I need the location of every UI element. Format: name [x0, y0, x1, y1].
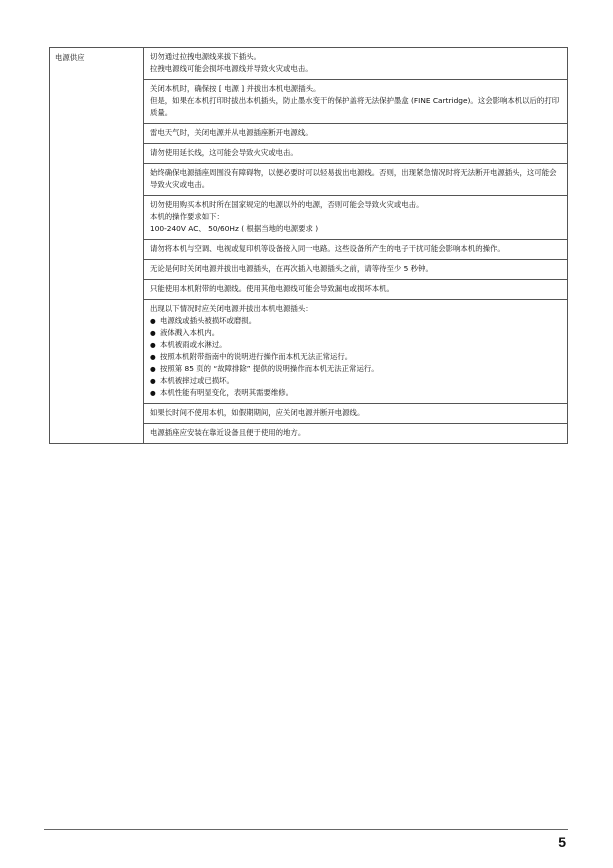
table-row [50, 48, 568, 80]
bullet-item [150, 351, 562, 363]
item-cell [144, 404, 568, 424]
bullet-item [150, 387, 562, 399]
item-text: 100-240V AC、 50/60Hz ( 根据当地的电源要求 ) [150, 224, 319, 233]
bullet-dot-icon: ● [150, 329, 156, 337]
bullet-dot-icon: ● [150, 353, 156, 361]
bullet-item [150, 339, 562, 351]
item-cell [144, 240, 568, 260]
bullet-text: 电源线或插头被损坏或磨损。 [160, 316, 257, 325]
bullet-item [150, 327, 562, 339]
item-text: 只能使用本机附带的电源线。使用其他电源线可能会导致漏电或损坏本机。 [150, 284, 394, 293]
bullet-dot-icon: ● [150, 389, 156, 397]
bullet-dot-icon: ● [150, 341, 156, 349]
item-cell [144, 280, 568, 300]
item-cell [144, 144, 568, 164]
item-cell [144, 80, 568, 124]
item-text: 出现以下情况时应关闭电源并拔出本机电源插头： [150, 304, 313, 313]
bullet-text: 本机被雨或水淋过。 [160, 340, 227, 349]
bullet-text: 本机被摔过或已损坏。 [160, 376, 234, 385]
bullet-dot-icon: ● [150, 317, 156, 325]
bullet-text: 液体溅入本机内。 [160, 328, 220, 337]
item-cell [144, 300, 568, 404]
item-text: 如果长时间不使用本机，如假期期间，应关闭电源并断开电源线。 [150, 408, 365, 417]
item-text: 切勿使用购买本机时所在国家规定的电源以外的电源，否则可能会导致火灾或电击。 [150, 200, 424, 209]
power-supply-safety-table [49, 47, 568, 444]
table-body [50, 48, 568, 444]
item-cell [144, 260, 568, 280]
bullet-dot-icon: ● [150, 365, 156, 373]
item-text: 但是，如果在本机打印时拔出本机插头，防止墨水变干的保护盖将无法保护墨盒 (FINE Cartridge)。这会影响本机以后的打印质量。 [150, 96, 560, 117]
bullet-list [150, 315, 562, 399]
category-label: 电源供应 [50, 48, 144, 444]
item-text: 雷电天气时，关闭电源并从电源插座断开电源线。 [150, 128, 313, 137]
item-text: 始终确保电源插座周围没有障碍物，以便必要时可以轻易拔出电源线。否则，出现紧急情况时将无法断开电源插头，这可能会导致火灾或电击。 [150, 168, 557, 189]
bullet-dot-icon: ● [150, 377, 156, 385]
item-cell [144, 164, 568, 196]
item-text: 无论是何时关闭电源并拔出电源插头，在再次插入电源插头之前，请等待至少 5 秒钟。 [150, 264, 433, 273]
bullet-item [150, 363, 562, 375]
footer-rule [44, 829, 568, 830]
bullet-text: 按照本机附带指南中的说明进行操作而本机无法正常运行。 [160, 352, 353, 361]
page-number: 5 [558, 834, 566, 850]
bullet-text: 本机性能有明显变化，表明其需要维修。 [160, 388, 294, 397]
item-text: 请勿将本机与空调、电视或复印机等设备接入同一电路。这些设备所产生的电子干扰可能会影响本机的操作。 [150, 244, 505, 253]
item-text: 请勿使用延长线，这可能会导致火灾或电击。 [150, 148, 298, 157]
item-cell [144, 124, 568, 144]
item-text: 拉拽电源线可能会损坏电源线并导致火灾或电击。 [150, 64, 313, 73]
item-text: 电源插座应安装在靠近设备且便于使用的地方。 [150, 428, 306, 437]
item-text: 切勿通过拉拽电源线来拔下插头。 [150, 52, 261, 61]
item-cell [144, 424, 568, 444]
bullet-text: 按照第 85 页的 “故障排除” 提供的说明操作而本机无法正常运行。 [160, 364, 379, 373]
item-cell [144, 196, 568, 240]
item-cell [144, 48, 568, 80]
item-text: 关闭本机时，确保按 [ 电源 ] 并拔出本机电源插头。 [150, 84, 321, 93]
bullet-item [150, 315, 562, 327]
item-text: 本机的操作要求如下： [150, 212, 224, 221]
bullet-item [150, 375, 562, 387]
